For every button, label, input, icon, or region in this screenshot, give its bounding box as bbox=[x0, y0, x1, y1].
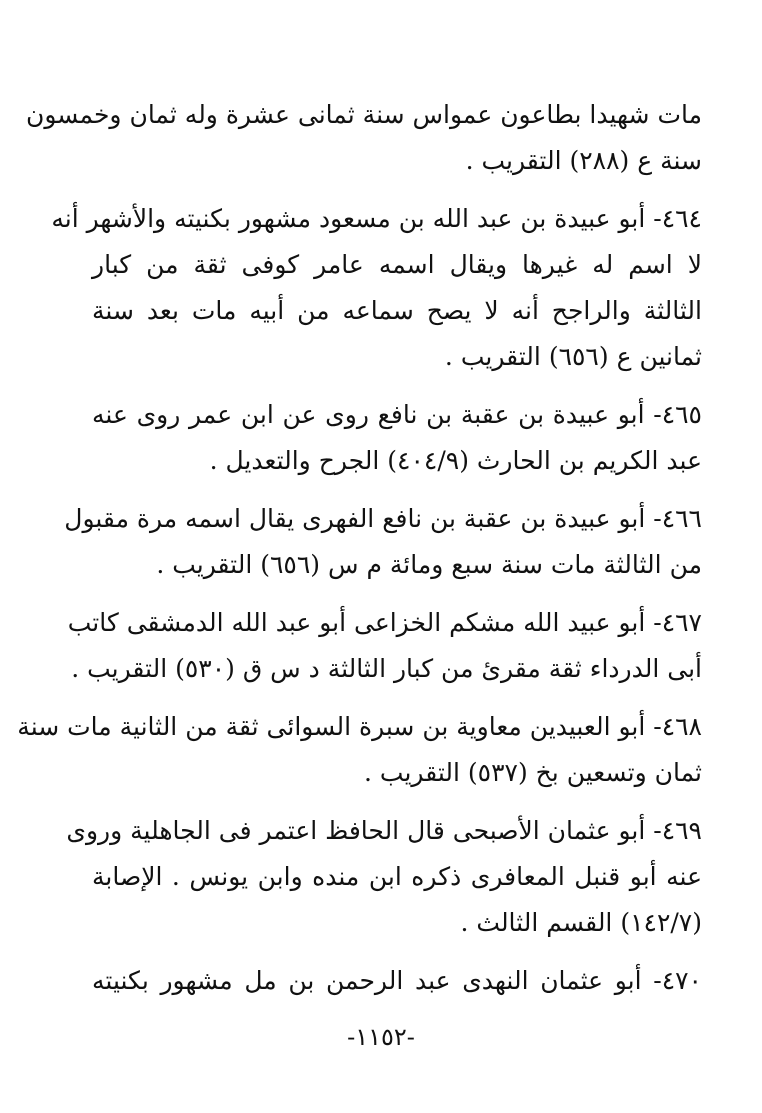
text-line: ٤٦٧- أبو عبيد الله مشكم الخزاعى أبو عبد الله الدمشقى كاتب bbox=[67, 608, 702, 637]
entry-466 bbox=[64, 496, 702, 588]
text-line: ٤٦٥- أبو عبيدة بن عقبة بن نافع روى عن ابن عمر روى عنه bbox=[92, 400, 702, 429]
text-line: لا اسم له غيرها ويقال اسمه عامر كوفى ثقة من كبار bbox=[92, 250, 702, 279]
page-number: -١١٥٢- bbox=[347, 1023, 415, 1051]
text-line: ٤٦٦- أبو عبيدة بن عقبة بن نافع الفهرى يقال اسمه مرة مقبول bbox=[64, 504, 702, 533]
text-line: ثمانين ع (٦٥٦) التقريب . bbox=[444, 342, 702, 371]
body-text bbox=[17, 92, 702, 1016]
text-line: ٤٦٨- أبو العبيدين معاوية بن سبرة السوائى ثقة من الثانية مات سنة bbox=[17, 712, 702, 741]
entry-468 bbox=[17, 704, 702, 796]
text-line: (١٤٢/٧) القسم الثالث . bbox=[460, 908, 702, 937]
text-line: أبى الدرداء ثقة مقرئ من كبار الثالثة د س ق (٥٣٠) التقريب . bbox=[71, 654, 702, 683]
entry-465 bbox=[92, 392, 702, 484]
entry-470 bbox=[92, 958, 702, 1004]
entry-464 bbox=[51, 196, 702, 380]
text-line: سنة ع (٢٨٨) التقريب . bbox=[465, 146, 702, 175]
entry-467 bbox=[67, 600, 702, 692]
text-line: عبد الكريم بن الحارث (٤٠٤/٩) الجرح والتعديل . bbox=[209, 446, 702, 475]
text-line: ثمان وتسعين بخ (٥٣٧) التقريب . bbox=[364, 758, 702, 787]
text-line: الثالثة والراجح أنه لا يصح سماعه من أبيه مات بعد سنة bbox=[92, 296, 702, 325]
paragraph-continuation bbox=[25, 92, 702, 184]
text-line: ٤٦٩- أبو عثمان الأصبحى قال الحافظ اعتمر فى الجاهلية وروى bbox=[66, 816, 702, 845]
text-line: مات شهيدا بطاعون عمواس سنة ثمانى عشرة وله ثمان وخمسون bbox=[25, 100, 702, 129]
text-line: عنه أبو قنبل المعافرى ذكره ابن منده وابن يونس . الإصابة bbox=[92, 862, 702, 891]
entry-469 bbox=[66, 808, 702, 946]
text-line: ٤٦٤- أبو عبيدة بن عبد الله بن مسعود مشهور بكنيته والأشهر أنه bbox=[51, 204, 702, 233]
text-line: من الثالثة مات سنة سبع ومائة م س (٦٥٦) التقريب . bbox=[156, 550, 702, 579]
text-line: ٤٧٠- أبو عثمان النهدى عبد الرحمن بن مل مشهور بكنيته bbox=[92, 966, 702, 995]
